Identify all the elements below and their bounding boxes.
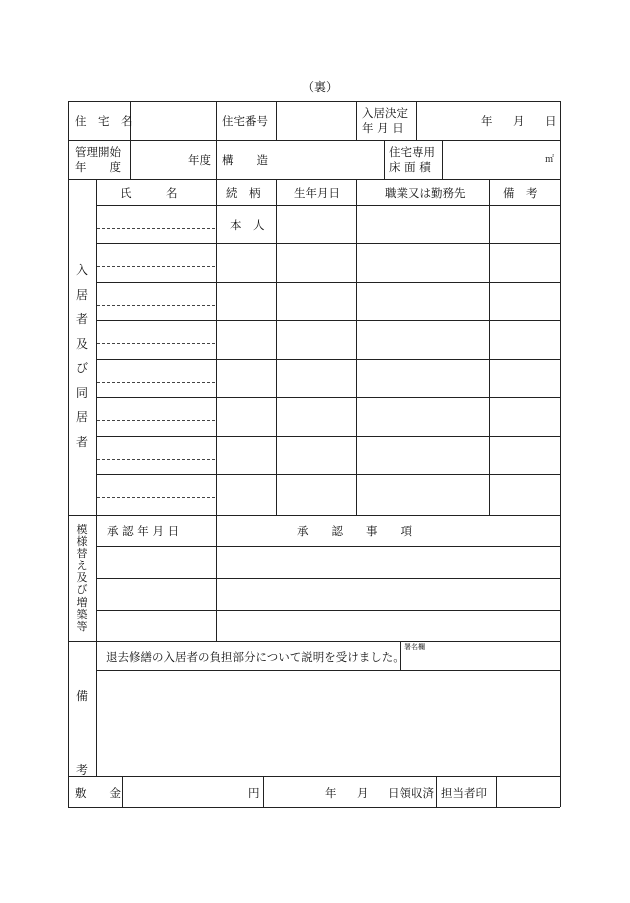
move-in-decision-label-2: 年 月 日 <box>362 121 404 135</box>
remarks-field[interactable] <box>97 671 559 775</box>
received-month-label: 月 <box>357 786 369 800</box>
residents-section-label: 入 居 者 及 び 同 居 者 <box>75 263 88 449</box>
header-relation: 続 柄 <box>226 186 261 200</box>
resident-name-field-8[interactable] <box>97 475 215 514</box>
decision-month-label: 月 <box>513 114 525 128</box>
resident-name-field-2[interactable] <box>97 244 215 281</box>
header-name: 氏 名 <box>120 186 178 200</box>
structure-label: 構 造 <box>222 153 268 167</box>
header-remarks: 備 考 <box>503 186 538 200</box>
decision-year-label: 年 <box>481 114 493 128</box>
resident-name-field-3[interactable] <box>97 283 215 319</box>
decision-day-label: 日 <box>545 114 557 128</box>
signature-label: 署名欄 <box>404 643 425 651</box>
deposit-label: 敷 金 <box>75 786 121 800</box>
floor-area-label-1: 住宅専用 <box>389 145 435 159</box>
staff-seal-field[interactable] <box>497 777 559 806</box>
move-in-decision-label-1: 入居決定 <box>362 106 408 120</box>
resident-name-field-6[interactable] <box>97 398 215 435</box>
floor-area-label-2: 床 面 積 <box>389 160 431 174</box>
signature-field[interactable] <box>401 652 559 669</box>
repair-explanation-statement: 退去修繕の入居者の負担部分について説明を受けました。 <box>106 650 405 664</box>
resident-name-field-4[interactable] <box>97 321 215 358</box>
remarks-section-label: 備 考 <box>75 689 88 777</box>
renovation-section-label: 模 様 替 え 及 び 増 築 等 <box>76 523 88 633</box>
received-day-label: 日領収済 <box>388 786 434 800</box>
management-start-label-2: 年 度 <box>75 160 121 174</box>
resident-name-field-1[interactable] <box>97 206 215 242</box>
approval-date-header: 承 認 年 月 日 <box>107 524 180 538</box>
square-meter-unit: ㎡ <box>545 155 555 165</box>
management-start-label-1: 管理開始 <box>75 145 121 159</box>
resident-name-field-5[interactable] <box>97 360 215 396</box>
house-number-label: 住宅番号 <box>222 114 268 128</box>
approval-matter-header: 承 認 事 項 <box>297 524 412 538</box>
yen-unit: 円 <box>248 786 260 800</box>
header-occupation: 職業又は勤務先 <box>385 186 466 200</box>
page-title: （裏） <box>302 80 339 94</box>
relation-self: 本 人 <box>230 218 265 232</box>
fiscal-year-label: 年度 <box>188 153 211 167</box>
resident-name-field-7[interactable] <box>97 437 215 473</box>
header-birthdate: 生年月日 <box>294 186 340 200</box>
house-name-label: 住 宅 名 <box>75 114 133 128</box>
staff-seal-label: 担当者印 <box>441 786 487 800</box>
received-year-label: 年 <box>325 786 337 800</box>
